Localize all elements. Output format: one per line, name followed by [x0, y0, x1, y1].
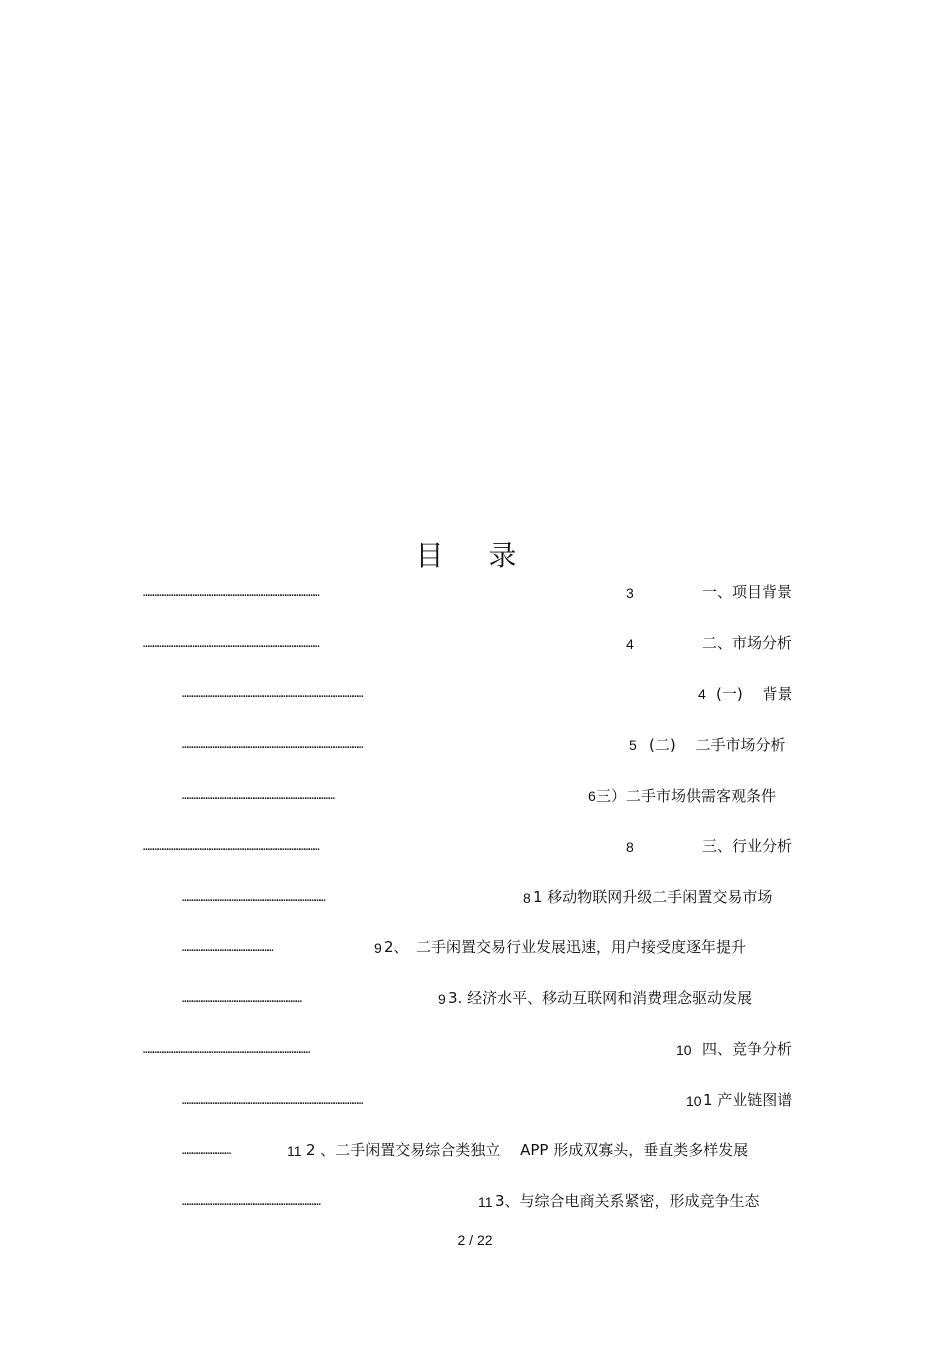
page-number: 4 [626, 636, 634, 652]
entry-label: 1 移动物联网升级二手闲置交易市场 [533, 888, 773, 906]
page-number: 5 [629, 737, 637, 753]
page-number: 6 [588, 788, 596, 804]
page-number: 9 [374, 940, 382, 956]
leader-dots: ………………………… [182, 1144, 230, 1157]
page-number: 8 [626, 839, 634, 855]
leader-dots: ………………………………………………………………………………………………… [143, 840, 318, 853]
entry-label: 四、竞争分析 [702, 1040, 793, 1058]
entry-label: 一、项目背景 [702, 583, 793, 601]
entry-label: 3. 经济水平、移动互联网和消费理念驱动发展 [448, 989, 753, 1007]
leader-dots: ……………………………………………………………………………… [182, 891, 324, 904]
leader-dots: …………………………………………………………………………………………… [143, 1043, 309, 1056]
entry-label: 二、市场分析 [702, 634, 793, 652]
leader-dots: …………………………………………………………………………………………………… [182, 687, 362, 700]
page-number: 3 [626, 585, 634, 601]
page-number: 4 [698, 686, 706, 702]
leader-dots: …………………………………………………………………………… [182, 1195, 319, 1208]
page-number: 11 [287, 1143, 302, 1159]
leader-dots: ………………………………………………… [182, 941, 272, 954]
entry-label: 2、 二手闲置交易行业发展迅速，用户接受度逐年提升 [384, 938, 747, 956]
leader-dots: …………………………………………………………………………………… [182, 789, 334, 802]
leader-dots: ………………………………………………………………………………………………… [143, 586, 318, 599]
leader-dots: …………………………………………………………………………………………………… [182, 738, 362, 751]
entry-label: (一) 背景 [716, 685, 793, 703]
leader-dots: …………………………………………………………………………………………………… [182, 1094, 362, 1107]
leader-dots: ………………………………………………………………… [182, 992, 301, 1005]
entry-label: 2 、二手闲置交易综合类独立 APP 形成双寡头，垂直类多样发展 [306, 1141, 749, 1159]
toc-title: 目 录 [415, 539, 535, 572]
page-number: 9 [438, 991, 446, 1007]
page-footer: 2 / 22 [457, 1232, 493, 1248]
page-number: 11 [478, 1194, 493, 1210]
entry-label: 三、行业分析 [702, 837, 793, 855]
entry-label: 3、与综合电商关系紧密，形成竞争生态 [495, 1192, 760, 1210]
entry-label: 1 产业链图谱 [703, 1091, 793, 1109]
page-number: 8 [523, 890, 531, 906]
entry-label: 三）二手市场供需客观条件 [596, 787, 777, 805]
page-number: 10 [676, 1042, 692, 1058]
leader-dots: ………………………………………………………………………………………………… [143, 637, 318, 650]
entry-label: (二) 二手市场分析 [649, 736, 786, 754]
page-number: 10 [686, 1093, 702, 1109]
